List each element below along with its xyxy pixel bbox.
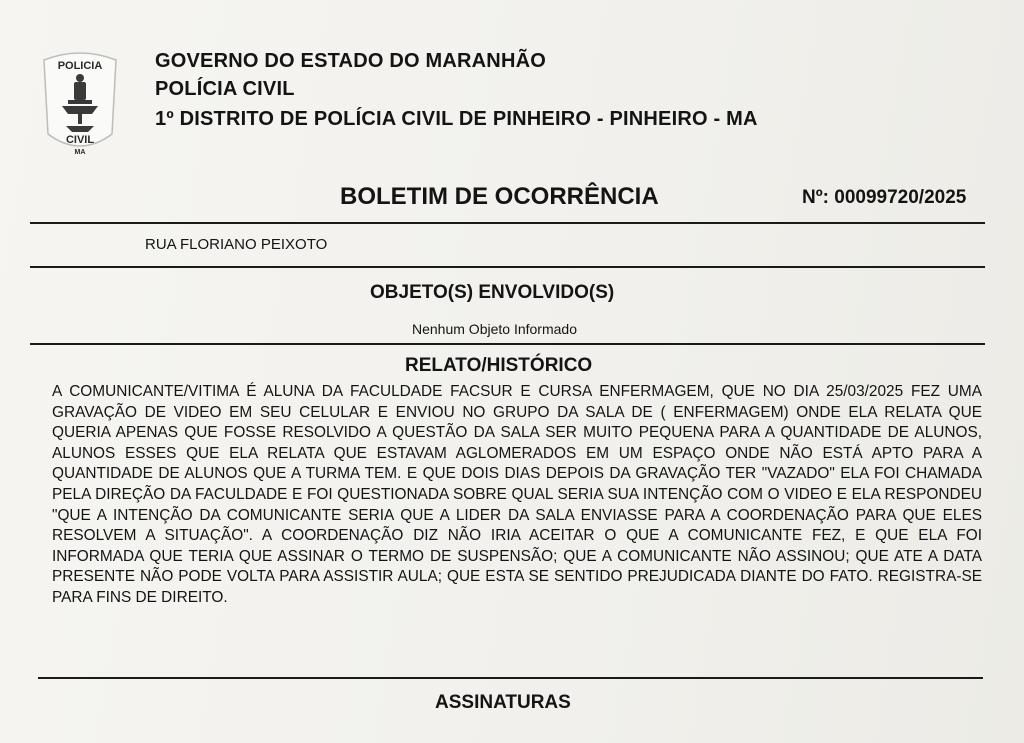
objects-heading: OBJETO(S) ENVOLVIDO(S) — [370, 282, 615, 303]
document-title: BOLETIM DE OCORRÊNCIA — [340, 183, 659, 210]
seal-bottom-text: CIVIL — [65, 134, 95, 146]
report-heading: RELATO/HISTÓRICO — [405, 355, 593, 376]
divider — [38, 677, 983, 679]
seal-state-text: MA — [74, 149, 86, 156]
seal-top-text: POLICIA — [57, 60, 103, 72]
signatures-heading: ASSINATURAS — [435, 692, 571, 713]
objects-text: Nenhum Objeto Informado — [412, 321, 577, 337]
police-seal-icon — [30, 42, 130, 162]
header-police: POLÍCIA CIVIL — [155, 78, 295, 100]
report-text: A COMUNICANTE/VITIMA É ALUNA DA FACULDADE FACSUR E CURSA ENFERMAGEM, QUE NO DIA 25/03/2025 FEZ UMA GRAVAÇÃO DE VIDEO EM SEU CELULAR E ENVIOU NO GRUPO DA SALA DE ( ENFERMAGEM) ONDE ELA RELATA QUE QUERIA APENAS QUE FOSSE RESOLVIDO A QUESTÃO DA SALA SER MUITO PEQUENA PARA A QUANTIDADE DE ALUNOS, ALUNOS ESSES QUE ELA RELATA QUE ESTAVAM AGLOMERADOS EM UM ESPAÇO ONDE NÃO ESTÁ APTO PARA A QUANTIDADE DE ALUNOS QUE A TURMA TEM. E QUE DOIS DIAS DEPOIS DA GRAVAÇÃO TER "VAZADO" ELA FOI CHAMADA PELA DIREÇÃO DA FACULDADE E FOI QUESTIONADA SOBRE QUAL SERIA SUA INTENÇÃO COM O VIDEO E ELA RESPONDEU "QUE A INTENÇÃO DA COMUNICANTE SERIA QUE A LIDER DA SALA ENVIASSE PARA A COORDENAÇÃO PARA QUE ELES RESOLVEM A SITUAÇÃO". A COORDENAÇÃO DIZ NÃO IRIA ACEITAR O QUE A COMUNICANTE FEZ, E QUE ELA FOI INFORMADA QUE TERIA QUE ASSINAR O TERMO DE SUSPENSÃO; QUE A COMUNICANTE NÃO ASSINOU; QUE ATE A DATA PRESENTE NÃO PODE VOLTA PARA ASSISTIR AULA; QUE ESTA SE SENTIDO PREJUDICADA DIANTE DO FATO. REGISTRA-SE PARA FINS DE DIREITO. — [52, 383, 982, 606]
divider — [30, 266, 985, 268]
address-text: RUA FLORIANO PEIXOTO — [145, 236, 328, 253]
divider — [30, 222, 985, 224]
header-government: GOVERNO DO ESTADO DO MARANHÃO — [155, 50, 546, 72]
header-district: 1º DISTRITO DE POLÍCIA CIVIL DE PINHEIRO - PINHEIRO - MA — [155, 108, 758, 130]
divider — [30, 343, 985, 345]
document-number: Nº: 00099720/2025 — [802, 187, 967, 208]
